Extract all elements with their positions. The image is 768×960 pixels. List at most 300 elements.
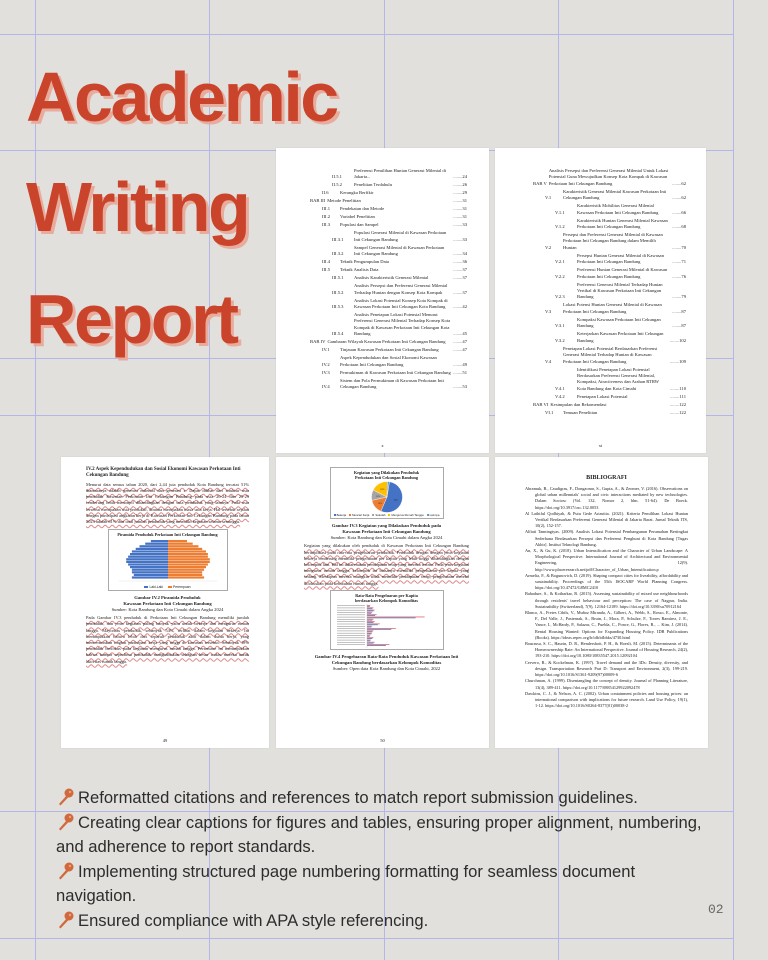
toc-number: IV.2 — [322, 361, 330, 367]
toc-page: ........31 — [453, 206, 467, 212]
toc-text: Kompaksi Kawasan Perkotaan Inti Cekungan Bandung — [577, 316, 661, 329]
bullet-item — [56, 909, 716, 934]
toc-page: ........62 — [672, 180, 686, 186]
pyramid-bar-female — [168, 569, 204, 571]
toc-text: Penetapan Lokasi Potensial — [577, 393, 628, 399]
reference-entry: Cervero, R., & Kockelman, K. (1997). Travel demand and the 3Ds: Density, diversity, and design. Transportation Research Part D: Transport and Environment, 2(3), 199-219. https://doi.org/10.1016/S1361-9209(97)00009-6 — [525, 659, 688, 678]
report-page-49 — [61, 457, 269, 748]
paragraph: Pada Gambar IV.3 penduduk di Perkotaan Inti Cekungan Bandung memiliki jumlah penduduk, dan jenis kegiatan paling banyak yaitu untuk bekerja dan mengurus rumah tangga. Mayoritas penduduk, sebanyak 54%, terlibat dalam kegiatan bekerja. Ini menunjukkan bahwa lebih dari separuh penduduk aktif dalam dunia kerja, yang mencerminkan tingkat partisipasi kerja yang tinggi di kawasan tersebut. Sebanyak 18% penduduk berfokus pada kegiatan mengurus rumah tangga. Persentase ini menunjukkan bahwa hampir seperlima penduduk menghabiskan sebagian besar waktu mereka untuk aktivitas rumah tangga. — [86, 615, 249, 664]
toc-entry — [310, 267, 467, 273]
pyramid-bar-male — [130, 566, 168, 568]
figure-source: Sumber: Open data Kota Bandung dan Kota Cimahi, 2022 — [332, 665, 441, 671]
reference-entry: An, X., & Gu, K. (2018). Urban Intensification and the Character of Urban Landscape: A Morphological Perspective. International Journal of Architectural and Environmental Engineering, 12(9). http://www.placeresearch.net/pdf/Character_of_Urban_Intensification.p — [525, 548, 688, 572]
expenditure-bar — [367, 615, 375, 616]
bullet-item — [56, 860, 716, 909]
figure-caption — [304, 654, 469, 672]
toc-page: ........87 — [672, 323, 686, 329]
toc-entry — [533, 168, 686, 187]
pie-label: 15% — [377, 501, 382, 505]
toc-number: III.5.2 — [332, 289, 344, 295]
caption-line: Cekungan Bandung berdasarkan Kelompok Komoditas — [331, 659, 442, 665]
pyramid-bar-male — [131, 569, 167, 571]
chart-title: Kegiatan yang Dilakukan Penduduk Perkotaan Inti Cekungan Bandung — [353, 470, 420, 480]
pyramid-plot — [109, 537, 227, 585]
toc-number: III.3.2 — [332, 251, 344, 257]
expenditure-bar — [367, 605, 370, 606]
toc-page: ........51 — [453, 369, 467, 375]
figure-source: Sumber: Kota Bandung dan Kota Cimahi dalam Angka 2024 — [111, 607, 224, 613]
pyramid-bar-female — [168, 553, 208, 555]
toc-page: ........79 — [672, 294, 686, 300]
toc-number: V.1 — [545, 195, 552, 201]
caption-line: Kawasan Perkotaan Inti Cekungan Bandung — [123, 601, 212, 607]
toc-text: Lokasi Potensi Hunian Generasi Milenial di Kawasan Perkotaan Inti Cekungan Bandung — [563, 302, 662, 314]
grid-line — [733, 0, 734, 960]
toc-text: Persepsi Hunian Generasi Milenial di Kawasan Perkotaan Inti Cekungan Bandung — [577, 252, 664, 265]
toc-text: Teknik Analisis Data — [340, 267, 379, 273]
expenditure-bar — [367, 645, 386, 646]
pyramid-bar-female — [168, 577, 204, 579]
toc-entry — [533, 331, 686, 344]
toc-number: V.2.2 — [555, 273, 565, 279]
toc-entry — [310, 214, 467, 220]
reference-entry: Blanco, A., Fretes Cibils, V., Muñoz Miranda, A., Gilbert, A., Webb, S., Rosso, E., Almonte, F., Del Valle, J., Pasternak, S., Bruin, J., Mora, P., Schulze, F., Torres Ramírez, J. E., Vance, I., McHardy, P., Salazar, C., Puebla, C., Ponce, G., Flores, R., ... Kim, J. (2014). Rental Housing Wanted: Options for Expanding Housing Policy. IDB Publications (Books). https://ideas.repec.org/b/idb/idbbks/4730.html — [525, 610, 688, 640]
toc-number: V.4.1 — [555, 385, 565, 391]
category-label-placeholder — [337, 612, 365, 613]
caption-line: Gambar IV.3 Kegiatan yang Dilakukan Penduduk pada — [331, 523, 442, 529]
expenditure-bar — [367, 624, 378, 625]
toc-entry — [310, 230, 467, 243]
reference-entry: Bourassa, S. C., Haurin, D. R., Hendershott, P. H., & Hoesli, M. (2015). Determinants of the Homeownership Rate: An International Perspective. Journal of Housing Research, 24(2), 193-210. https://doi.org/10.1080/10835547.2015.12092104 — [525, 641, 688, 659]
toc-text: Temuan Penelitian — [563, 409, 598, 415]
toc-text: Analisis Persepsi dan Preferensi Generasi Milenial Untuk Lokasi Potensial Guna Mewujudkan Konsep Kota Kompak di Kawasan Perkotaan Inti Cekungan Bandung — [548, 168, 669, 186]
pyramid-bar-female — [168, 543, 193, 545]
toc-entry — [533, 302, 686, 315]
reference-entry: Alfiati Tanningtyas. (2009). Analisis Lokasi Potensial Pembangunan Perumahan Bertingkat Sederhana Berdasarkan Persepsi dan Preferensi Penghuni di Kota Bandung [Tugas Akhir]. Institut Teknologi Bandung. — [525, 529, 688, 547]
toc-text: Populasi dan Sampel — [340, 222, 379, 228]
caption-line: Gambar IV.4 Pengeluaran Rata-Rata Penduduk Kawasan Perkotaan Inti — [314, 653, 459, 659]
toc-entry — [310, 378, 467, 391]
chart-title: Rata-Rata Pengeluaran per Kapita berdasarkan Kelompok Komoditas — [354, 592, 419, 603]
toc-entry — [533, 218, 686, 231]
chart-legend — [331, 514, 443, 518]
toc-number: BAB V — [533, 180, 547, 186]
pie-plot — [331, 480, 443, 514]
caption-line: Gambar IV.2 Piramida Penduduk — [134, 595, 201, 601]
toc-number: II.5.2 — [332, 182, 342, 188]
category-label-placeholder — [337, 626, 365, 627]
pyramid-bar-female — [168, 566, 206, 568]
toc-entry — [310, 347, 467, 353]
key-icon — [56, 813, 76, 831]
toc-text: Karakteristik Hunian Generasi Milenial Kawasan Perkotaan Inti Cekungan Bandung — [577, 217, 668, 230]
page-number: x — [381, 443, 384, 448]
category-label-placeholder — [337, 619, 365, 620]
pie-label: 11% — [375, 494, 380, 498]
expenditure-bar — [367, 628, 396, 629]
toc-number: III.3.1 — [332, 236, 344, 242]
expenditure-bar — [367, 621, 375, 622]
bullet-list — [56, 786, 716, 934]
toc-text: Preferensi Hunian Generasi Milenial di Kawasan Perkotaan Inti Cekungan Bandung — [577, 267, 668, 279]
toc-page: ........24 — [453, 174, 467, 180]
toc-text: Analisis Karakteristik Generasi Milenial — [354, 275, 429, 281]
expenditure-bar-chart — [330, 590, 444, 650]
toc-entry — [310, 312, 467, 338]
toc-entry — [533, 410, 686, 416]
toc-text: Pendekatan dan Metode — [340, 206, 385, 212]
toc-text: Keterjarkan Kawasan Perkotaan Inti Cekungan Bandung — [577, 331, 664, 343]
pyramid-bar-male — [131, 551, 167, 553]
toc-page: ........53 — [453, 384, 467, 390]
expenditure-bar — [367, 608, 372, 609]
expenditure-bar — [367, 623, 380, 624]
toc-page: ........29 — [453, 190, 467, 196]
toc-text: Karakteristik Mobilitas Generasi Milenial Kawasan Perkotaan Inti Cekungan Bandung — [577, 203, 659, 215]
bar-plot — [331, 603, 443, 649]
page-number: xi — [598, 443, 603, 448]
activity-pie-chart — [330, 467, 444, 519]
title-line-1: Academic — [26, 58, 337, 136]
reference-entry: Churchman, A. (1999). Disentangling the concept of density. Journal of Planning Literature, 13(4), 389-411. https://doi.org/10.1177/08854129922092478 — [525, 678, 688, 690]
caption-line: Kawasan Perkotaan Inti Cekungan Bandung — [342, 529, 431, 535]
pyramid-bar-female — [168, 574, 202, 576]
toc-page: ........37 — [453, 289, 467, 295]
pyramid-bar-male — [133, 574, 167, 576]
toc-text: Preferensi Pemilihan Hunian Generasi Milenial di Jakarta... — [354, 168, 446, 180]
expenditure-bar — [367, 626, 371, 627]
population-pyramid-chart — [108, 529, 228, 591]
reference-entry: Abramuk, B., Caudigras, F., Dongaonar, S., Gupta, A., & Zeomer, V. (2016). Observations on global urban millennials' social and civic interactions mediated by new technologies. Dalam Sociosc (Vol. 132, Nomor 2, hlm. 51-64). De Boeck. https://doi.org/10.3917/osc.132.0053 — [525, 486, 688, 510]
toc-page: ........87 — [672, 308, 686, 314]
expenditure-bar — [367, 637, 373, 638]
toc-page: ........122 — [669, 401, 686, 407]
pyramid-bar-male — [128, 564, 168, 566]
expenditure-bar — [367, 644, 389, 645]
toc-entry — [310, 198, 467, 204]
category-label-placeholder — [337, 640, 365, 641]
toc-page-x — [276, 148, 489, 453]
legend-item: Bekerja — [334, 514, 346, 517]
grid-line — [0, 938, 733, 939]
toc-number: V.2.3 — [555, 294, 565, 300]
expenditure-bar — [367, 607, 373, 608]
toc-number: III.2 — [322, 214, 331, 220]
legend-item: Lainnya — [427, 514, 440, 517]
toc-entry — [533, 267, 686, 280]
legend-male: Laki-Laki — [144, 585, 163, 589]
expenditure-bar — [367, 606, 370, 607]
toc-number: V.3.1 — [555, 323, 565, 329]
pyramid-bar-female — [168, 561, 210, 563]
toc-entry — [310, 355, 467, 368]
category-label-placeholder — [337, 630, 365, 631]
toc-page: ........47 — [453, 339, 467, 345]
toc-text: Metode Penelitian — [327, 198, 361, 204]
category-label-placeholder — [337, 621, 365, 622]
toc-text: Penetapan Lokasi Potensial Berdasarkan Preferensi Generasi Milenial Terhadap Hunian di Kawasan Perkotaan Inti Cekungan Bandung — [563, 345, 658, 364]
toc-entry — [310, 259, 467, 265]
toc-text: Preferensi Generasi Milenial Terhadap Hunian Vertikal di Kawasan Perkotaan Inti Cekungan Bandung — [577, 281, 663, 300]
toc-page: ........62 — [672, 195, 686, 201]
toc-page: ........34 — [453, 251, 467, 257]
pyramid-bar-male — [131, 571, 167, 573]
expenditure-bar — [367, 626, 372, 627]
bibliography-title: BIBLIOGRAFI — [586, 475, 627, 481]
pyramid-bar-female — [168, 551, 206, 553]
toc-entry — [310, 275, 467, 281]
toc-text: Gambaran Wilayah Kawasan Perkotaan Inti Cekungan Bandung — [327, 339, 446, 345]
expenditure-bar — [367, 610, 373, 611]
expenditure-bar — [367, 622, 373, 623]
expenditure-bar — [367, 619, 373, 620]
category-label-placeholder — [337, 635, 365, 636]
section-heading: IV.2 Aspek Kependudukan dan Sosial Ekonomi Kawasan Perkotaan Inti Cekungan Bandung — [86, 467, 241, 479]
pyramid-bar-male — [150, 540, 167, 542]
category-label-placeholder — [337, 644, 365, 645]
toc-entry — [310, 182, 467, 188]
bullet-text: Implementing structured page numbering formatting for seamless document navigation. — [56, 861, 636, 906]
expenditure-bar — [367, 639, 371, 640]
toc-number: III.5.1 — [332, 275, 344, 281]
category-label-placeholder — [337, 628, 365, 629]
toc-page: ........111 — [670, 393, 686, 399]
toc-page: ........31 — [453, 214, 467, 220]
toc-number: V.3 — [545, 308, 552, 314]
toc-text: Teknik Pengumpulan Data — [340, 259, 389, 265]
category-label-placeholder — [337, 605, 365, 606]
pyramid-bar-female — [168, 571, 202, 573]
toc-page: ........49 — [453, 361, 467, 367]
reference-entry: Dawkins, C. J., & Nelson, A. C. (2002). Urban containment policies and housing prices: an international comparison with implications for future research. Land Use Policy, 19(1), 1-12. https://doi.org/10.1016/S0264-8377(01)00038-2 — [525, 690, 688, 709]
toc-page: ........102 — [669, 337, 686, 343]
bibliography-page — [495, 457, 708, 748]
toc-text: Karakteristik Generasi Milenial Kawasan Perkotaan Inti Cekungan Bandung — [563, 188, 667, 201]
bullet-item — [56, 811, 716, 860]
expenditure-bar — [367, 640, 370, 641]
bullet-text: Reformatted citations and references to match report submission guidelines. — [78, 788, 638, 807]
toc-entry — [310, 222, 467, 228]
expenditure-bar — [367, 643, 373, 644]
key-icon — [56, 911, 76, 929]
expenditure-bar — [367, 638, 372, 639]
toc-text: Sampel Generasi Milenial di Kawasan Perkotaan Inti Cekungan Bandung — [354, 244, 445, 257]
toc-page: ........109 — [669, 358, 686, 364]
pyramid-bar-male — [145, 543, 168, 545]
toc-entry — [533, 189, 686, 202]
chart-legend — [109, 585, 227, 590]
toc-entry — [533, 317, 686, 330]
expenditure-bar — [367, 614, 377, 615]
toc-entry — [533, 402, 686, 408]
reference-entry: Bahadure, S., & Kotharkar, R. (2015). Assessing sustainability of mixed use neighbourhoods through residents' travel behaviour and perception: The case of Nagpur, India. Sustainability (Switzerland), 7(9), 12164-12189. https://doi.org/10.3390/su70912164 — [525, 591, 688, 609]
bullet-item — [56, 786, 716, 811]
toc-number: BAB III — [310, 198, 326, 204]
toc-number: III.5 — [322, 267, 331, 273]
toc-entry — [533, 346, 686, 365]
toc-page: ........68 — [672, 224, 686, 230]
toc-number: II.5.1 — [332, 174, 342, 180]
grid-line — [35, 0, 36, 960]
reference-entry: Armelia, F., & Bogunovich, D. (2019). Shaping compact cities for liveability, affordability and sustainability. Proceedings of the 55th ISOCARP World Planning Congress. https://doi.org/10.47472/G8MC2410 — [525, 572, 688, 591]
toc-text: Populasi Generasi Milenial di Kawasan Perkotaan Inti Cekungan Bandung — [354, 230, 447, 242]
toc-entry — [310, 206, 467, 212]
figure-caption — [86, 595, 249, 613]
expenditure-bar — [367, 617, 416, 618]
toc-number: BAB IV — [310, 339, 326, 345]
toc-entry — [533, 203, 686, 216]
category-label-placeholder — [337, 607, 365, 608]
toc-entry — [310, 339, 467, 345]
pyramid-bar-male — [130, 553, 168, 555]
toc-number: III.5.3 — [332, 304, 344, 310]
category-label-placeholder — [337, 633, 365, 634]
expenditure-bar — [367, 632, 372, 633]
key-icon — [56, 862, 76, 880]
toc-page: ........37 — [453, 275, 467, 281]
slide-number: 02 — [708, 902, 724, 917]
report-page-50 — [276, 457, 489, 748]
pyramid-bar-female — [168, 545, 198, 547]
toc-text: Persepsi dan Preferensi Generasi Milenial di Kawasan Perkotaan Inti Cekungan Bandung dalam Memilih Hunian — [563, 232, 663, 250]
pyramid-bar-male — [128, 556, 168, 558]
category-label-placeholder — [337, 610, 365, 611]
legend-item: Mencari Kerja — [349, 514, 369, 517]
pie-label: 54% — [393, 498, 398, 502]
chart-title: Piramida Penduduk Perkotaan Inti Cekungan Bandung — [117, 532, 218, 538]
toc-number: III.1 — [322, 206, 331, 212]
toc-text: Permukiman di Kawasan Perkotaan Inti Cekungan Bandung — [340, 369, 451, 375]
toc-number: V.1.2 — [555, 224, 565, 230]
toc-page: ........42 — [453, 304, 467, 310]
toc-page: ........122 — [669, 409, 686, 415]
figure-caption — [304, 523, 469, 541]
toc-text: Analisis Persepsi dan Preferensi Generasi Milenial Terhadap Hunian dengan Konsep Kota Kompak — [354, 283, 448, 295]
toc-entry — [310, 245, 467, 258]
toc-number: V.3.2 — [555, 337, 565, 343]
toc-page: ........33 — [453, 236, 467, 242]
toc-entry — [533, 253, 686, 266]
toc-page: ........33 — [453, 222, 467, 228]
paragraph: Kegiatan yang dilakukan oleh penduduk di Kawasan Perkotaan Inti Cekungan Bandung berimplikasi pada rata-rata pengeluaran penduduk. Penduduk dengan dengan jenis kegiatan bekerja cenderung memiliki pengeluaran per kapita yang lebih tinggi dibandingkan dengan kelompok lain. Hal ini dikarenakan pendapatan tetap yang mereka terima. Pada jenis kegiatan mengurus rumah tangga, kelompok ini biasanya memiliki pengeluaran per kapita yang sedang. Meskipun mereka mungkin tidak memiliki pendapatan tetap, pengeluaran mereka difokuskan pada kebutuhan rumah tangga. — [304, 543, 469, 586]
toc-page: ........26 — [453, 182, 467, 188]
expenditure-bar — [367, 613, 371, 614]
category-label-placeholder — [337, 614, 365, 615]
toc-number: VI.1 — [545, 409, 554, 415]
toc-number: IV.3 — [322, 369, 330, 375]
toc-page: ........66 — [672, 209, 686, 215]
bullet-text: Ensured compliance with APA style referencing. — [78, 910, 429, 930]
figure-source: Sumber: Kota Bandung dan Kota Cimahi dalam Angka 2024 — [330, 535, 443, 541]
legend-female: Perempuan — [168, 585, 191, 589]
title-line-3: Report — [26, 280, 237, 358]
toc-text: Variabel Penelitian — [340, 214, 375, 220]
toc-text: Tinjauan Kawasan Perkotaan Inti Cekungan Bandung — [340, 347, 439, 353]
toc-number: II.6 — [322, 190, 329, 196]
toc-page: ........31 — [453, 198, 467, 204]
toc-page: ........71 — [672, 259, 686, 265]
expenditure-bar — [367, 631, 372, 632]
toc-number: BAB VI — [533, 401, 549, 407]
expenditure-bar — [367, 609, 375, 610]
toc-list — [533, 168, 686, 416]
toc-text: Sistem dan Pola Permukiman di Kawasan Perkotaan Inti Cekungan Bandung — [340, 377, 444, 390]
pyramid-bar-female — [168, 558, 210, 560]
pyramid-bar-male — [126, 561, 168, 563]
paragraph: Menurut data sensus tahun 2020, dari 2,44 juta penduduk Kota Bandung tercatat 51% diantaranya adalah generasi milenial dan generasi z. Dapat dilihat dari struktur usia penduduk Kawasan Perkotaan Inti Cekungan Bandung pada usia 20-24 dan 25-29 cenderung lebih menonjol dibandingkan dengan usia penduduk yang lainnya. Pada usia tersebut merupakan usia produktif, dimana merupakan masa usia kerja. Hal tersebut sejalan dengan partisipasi angkatan kerja di Kawasan Perkotaan Inti Cekungan Bandung pada tahun 2023 adalah 61% dari total jumlah penduduk yang memiliki kegiatan selama seminggu. — [86, 481, 249, 525]
toc-entry — [533, 367, 686, 393]
toc-page: ........70 — [672, 244, 686, 250]
toc-page: ........76 — [672, 273, 686, 279]
pyramid-bar-female — [168, 548, 202, 550]
reference-entry: Al Lathiful Qodhiyah, & Putu Gede Ariastita. (2021). Kriteria Pemilihan Lokasi Hunian Vertikal Berdasarkan Preferensi Generasi Milenial di Jakarta Barat. Jurnal Teknik ITS, 10(2), 152-157. — [525, 510, 688, 529]
toc-entry — [310, 370, 467, 376]
pyramid-bar-male — [126, 558, 168, 560]
expenditure-bar — [367, 630, 373, 631]
toc-text: Kesimpulan dan Rekomendasi — [550, 401, 607, 407]
legend-item: Mengurus Rumah Tangga — [388, 514, 423, 517]
expenditure-bar — [367, 642, 375, 643]
page-number: 50 — [380, 738, 385, 743]
category-label-placeholder — [337, 637, 365, 638]
expenditure-bar — [367, 633, 371, 634]
toc-number: V.1.1 — [555, 209, 565, 215]
pyramid-bar-male — [135, 548, 167, 550]
category-label-placeholder — [337, 617, 365, 618]
toc-number: V.2.1 — [555, 259, 565, 265]
toc-text: Aspek Kependudukan dan Sosial Ekonomi Kawasan Perkotaan Inti Cekungan Bandung — [340, 355, 437, 367]
toc-entry — [310, 190, 467, 196]
toc-number: III.3 — [322, 222, 331, 228]
key-icon — [56, 788, 76, 806]
toc-page: ........36 — [453, 259, 467, 265]
title-line-2: Writing — [26, 168, 249, 246]
toc-entry — [533, 282, 686, 301]
pie-label: 18% — [379, 487, 384, 491]
pyramid-bar-female — [168, 556, 208, 558]
toc-number: V.2 — [545, 244, 552, 250]
toc-number: V.4.2 — [555, 393, 565, 399]
expenditure-bar — [367, 612, 372, 613]
expenditure-bar — [367, 635, 370, 636]
category-label-placeholder — [337, 624, 365, 625]
category-label-placeholder — [337, 642, 365, 643]
toc-number: III.4 — [322, 259, 331, 265]
toc-page: ........110 — [670, 385, 686, 391]
toc-text: Penelitian Terdahulu — [354, 182, 392, 188]
expenditure-bar — [367, 629, 391, 630]
toc-number: IV.4 — [322, 384, 330, 390]
toc-entry — [310, 283, 467, 296]
toc-number: IV.1 — [322, 347, 330, 353]
toc-page: ........45 — [453, 331, 467, 337]
toc-number: V.4 — [545, 358, 552, 364]
grid-line — [0, 34, 733, 35]
toc-page: ........47 — [453, 347, 467, 353]
toc-page-xi — [495, 148, 706, 453]
toc-number: III.5.4 — [332, 331, 344, 337]
pyramid-bar-male — [139, 545, 168, 547]
pyramid-bar-male — [131, 577, 167, 579]
pyramid-bar-female — [168, 540, 187, 542]
expenditure-bar — [367, 636, 370, 637]
reference-list — [525, 486, 688, 709]
toc-entry — [533, 394, 686, 400]
toc-text: Identifikasi Penetapan Lokasi Potensial Berdasarkan Preferensi Generasi Milenial, Kompaksi, Atractiveness dan Arahan RTRW Kota Bandung dan Kota Cimahi — [577, 366, 659, 391]
page-number: 49 — [162, 738, 168, 743]
toc-text: Kerangka Berfikir — [340, 190, 374, 196]
toc-entry — [310, 168, 467, 181]
